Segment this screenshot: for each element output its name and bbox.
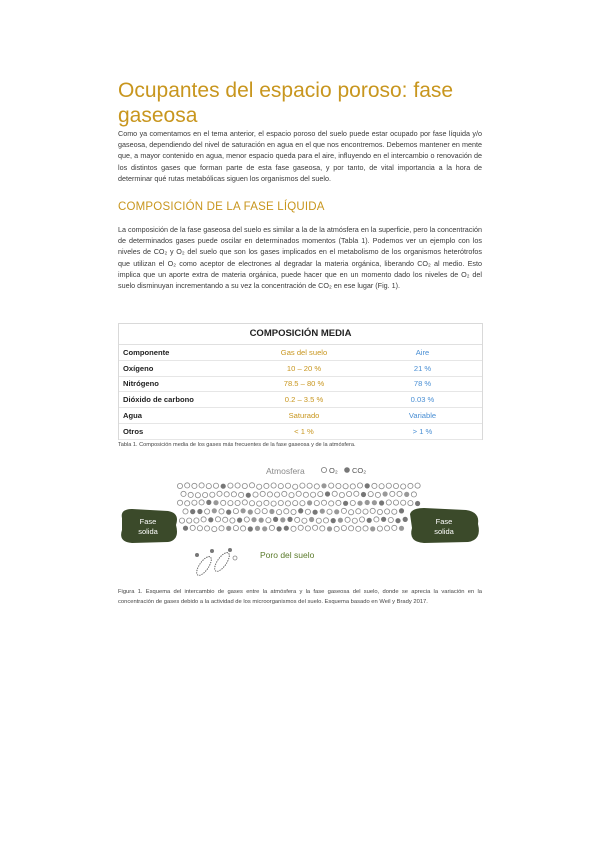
gas-particle [248,526,253,531]
gas-particle [352,518,357,523]
gas-particle [356,526,361,531]
gas-particle [408,483,413,488]
gas-particle [349,526,354,531]
row-soil-gas: 0.2 – 3.5 % [245,392,363,408]
gas-particle [388,517,393,522]
row-air: 0.03 % [363,392,482,408]
gas-particle [411,492,416,497]
row-component: Oxígeno [119,360,245,376]
gas-particle [305,526,310,531]
gas-particle [293,484,298,489]
gas-particle [415,501,420,506]
gas-particle [383,491,388,496]
gas-particle [212,527,217,532]
gas-particle [336,500,341,505]
gas-particle [318,492,323,497]
gas-particle [334,526,339,531]
row-air: Variable [363,408,482,424]
table-header-row [119,345,482,360]
gas-particle [350,500,355,505]
gas-particle [307,500,312,505]
gas-particle [314,484,319,489]
gas-particle [248,509,253,514]
intro-paragraph: Como ya comentamos en el tema anterior, el espacio poroso del suelo puede estar ocupado por fase líquida y/o gaseosa, dependiendo del nivel de saturación en agua en el que nos encontremos. Debemos mantener en mente que, a mayor contenido en agua, menor espacio queda para el aire, influyendo en el intercambio o renovación de los distintos gases que forman parte de esta fase gaseosa, y por tanto, de vital importancia a la hora de determinar qué rutas metabólicas siguen los organismos del suelo. [118,129,482,183]
gas-particle [408,501,413,506]
gas-particle [224,492,229,497]
gas-particle [329,501,334,506]
gas-particle [259,518,264,523]
gas-particle [367,518,372,523]
gas-particle [219,509,224,514]
gas-particle [343,501,348,506]
gas-particle [365,500,370,505]
gas-particle [321,483,326,488]
gas-particle [228,501,233,506]
gas-particle [275,492,280,497]
body-paragraph: La composición de la fase gaseosa del suelo es similar a la de la atmósfera en la superficie, pero la concentración de determinados gases puede oscilar en determinados momentos (Tabla 1). Podemos ver un ejemplo con los niveles de CO₂ y O₂ del suelo que son los gases implicados en el metabolismo de los organismos heterótrofos que utilizan el O₂ como aceptor de electrones al degradar la materia orgánica, liberando CO₂ al medio. Esto implica que un aporte extra de materia orgánica, puede hacer que en un momento dado los niveles de O₂ del suelo disminuyan incrementando a su vez la concentración de CO₂ en ese lugar (Fig. 1). [118,225,482,291]
gas-particle [273,517,278,522]
gas-particle [269,509,274,514]
gas-particle [231,492,236,497]
gas-particle [228,483,233,488]
gas-particle [271,501,276,506]
gas-particle [302,518,307,523]
gas-particle [341,526,346,531]
gas-particle [395,518,400,523]
gas-particle [205,526,210,531]
gas-particle [249,501,254,506]
gas-particle [177,500,182,505]
gas-particle [241,526,246,531]
gas-particle [249,483,254,488]
gas-particle [300,501,305,506]
gas-particle [264,500,269,505]
row-soil-gas: < 1 % [245,423,363,439]
gas-particle [284,509,289,514]
gas-particle [181,491,186,496]
gas-particle [316,518,321,523]
gas-particle [212,508,217,513]
microorganism-icon [194,548,237,578]
gas-particle [370,508,375,513]
gas-particle [262,509,267,514]
gas-particle [359,517,364,522]
gas-particle [226,526,231,531]
gas-particle [217,491,222,496]
gas-particle [267,492,272,497]
gas-particle [244,517,249,522]
gas-particle [205,509,210,514]
gas-particle [298,508,303,513]
gas-particle [185,501,190,506]
table-caption: Tabla 1. Composición media de los gases más frecuentes de la fase gaseosa y de la atmósfera. [118,442,356,448]
gas-particle [300,483,305,488]
gas-particle [177,483,182,488]
gas-particle [309,517,314,522]
gas-particle [221,484,226,489]
header-air: Aire [363,345,482,360]
gas-particle [375,492,380,497]
gas-particle [372,500,377,505]
gas-particle [208,517,213,522]
gas-particles [177,483,420,532]
gas-particle [314,501,319,506]
gas-particle [197,509,202,514]
gas-particle [347,491,352,496]
gas-particle [192,500,197,505]
gas-particle [374,517,379,522]
gas-particle [187,518,192,523]
gas-particle [336,483,341,488]
o2-legend-label: O₂ [329,466,338,475]
table-row [119,408,482,424]
table-row [119,376,482,392]
gas-particle [230,518,235,523]
gas-particle [255,526,260,531]
gas-particle [289,493,294,498]
gas-particle [235,483,240,488]
gas-particle [320,509,325,514]
gas-particle [253,492,258,497]
gas-particle [179,518,184,523]
gas-particle [285,501,290,506]
gas-particle [291,526,296,531]
gas-particle [377,526,382,531]
gas-particle [239,492,244,497]
gas-particle [221,500,226,505]
gas-particle [277,510,282,515]
row-component: Otros [119,423,245,439]
gas-particle [269,525,274,530]
gas-particle [242,483,247,488]
gas-particle [392,525,397,530]
gas-particle [331,518,336,523]
gas-particle [260,491,265,496]
row-soil-gas: 78.5 – 80 % [245,376,363,392]
row-air: 21 % [363,360,482,376]
gas-particle [284,526,289,531]
gas-particle [285,483,290,488]
gas-particle [327,509,332,514]
gas-particle [377,509,382,514]
gas-particle [370,526,375,531]
row-soil-gas: 10 – 20 % [245,360,363,376]
gas-particle [262,526,267,531]
solid-phase-left-line2: solida [138,527,158,536]
gas-particle [415,483,420,488]
table-row [119,360,482,376]
solid-phase-right-line1: Fase [435,517,453,526]
gas-particle [235,500,240,505]
gas-particle [206,500,211,505]
gas-particle [397,491,402,496]
gas-particle [393,483,398,488]
o2-legend-icon [321,467,326,472]
gas-particle [296,491,301,496]
gas-particle [210,492,215,497]
gas-particle [404,492,409,497]
gas-particle [215,517,220,522]
gas-particle [264,483,269,488]
gas-particle [192,483,197,488]
gas-particle [332,491,337,496]
gas-particle [357,501,362,506]
gas-particle [195,493,200,498]
gas-particle [295,517,300,522]
gas-particle [325,491,330,496]
co2-legend-label: CO₂ [352,466,367,475]
gas-particle [213,500,218,505]
gas-particle [287,517,292,522]
gas-particle [257,501,262,506]
gas-particle [213,483,218,488]
composition-table-grid [119,345,482,440]
gas-particle [363,509,368,514]
gas-particle [349,510,354,515]
figure-caption: Figura 1. Esquema del intercambio de gases entre la atmósfera y la fase gaseosa del suelo, donde se aprecia la variación en la concentración de gases debido a la actividad de los microorganismos del suelo. Esquema basado en Weil y Brady 2017. [118,589,482,605]
row-component: Agua [119,408,245,424]
row-air: 78 % [363,376,482,392]
table-row [119,423,482,439]
gas-particle [321,500,326,505]
co2-legend-icon [344,467,350,473]
gas-particle [323,518,328,523]
gas-particle [271,483,276,488]
gas-particle [363,526,368,531]
solid-phase-left-line1: Fase [139,517,157,526]
gas-particle [343,484,348,489]
gas-particle [219,526,224,531]
gas-particle [188,492,193,497]
gas-particle [403,517,408,522]
gas-particle [277,526,282,531]
gas-particle [223,517,228,522]
gas-particle [246,493,251,498]
gas-particle [392,509,397,514]
gas-particle [185,483,190,488]
gas-particle [379,500,384,505]
gas-particle [233,509,238,514]
gas-particle [339,492,344,497]
gas-particle [313,525,318,530]
gas-particle [266,518,271,523]
gas-particle [233,526,238,531]
gas-particle [329,483,334,488]
row-soil-gas: Saturado [245,408,363,424]
header-soil-gas: Gas del suelo [245,345,363,360]
gas-particle [350,484,355,489]
gas-particle [183,509,188,514]
gas-particle [334,509,339,514]
gas-particle [206,484,211,489]
gas-particle [368,492,373,497]
gas-particle [311,492,316,497]
gas-particle [203,492,208,497]
gas-particle [401,484,406,489]
gas-particle [183,526,188,531]
gas-particle [372,483,377,488]
gas-particle [255,509,260,514]
gas-particle [282,491,287,496]
table-title: COMPOSICIÓN MEDIA [119,324,482,345]
gas-particle [390,491,395,496]
atmosphere-label: Atmosfera [266,466,305,476]
gas-particle [338,518,343,523]
gas-particle [401,500,406,505]
gas-particle [293,501,298,506]
solid-phase-right-line2: solida [434,527,454,536]
gas-particle [381,517,386,522]
gas-particle [345,517,350,522]
gas-particle [194,518,199,523]
gas-particle [199,500,204,505]
gas-particle [307,483,312,488]
gas-particle [197,526,202,531]
gas-particle [361,492,366,497]
gas-particle [320,526,325,531]
page-title: Ocupantes del espacio poroso: fase gaseosa [118,79,454,127]
gas-particle [190,525,195,530]
gas-exchange-figure [118,458,482,583]
row-component: Nitrógeno [119,376,245,392]
gas-particle [190,509,195,514]
gas-particle [399,508,404,513]
gas-particle [241,508,246,513]
gas-particle [365,483,370,488]
gas-particle [278,500,283,505]
gas-particle [280,517,285,522]
gas-particle [385,509,390,514]
row-air: > 1 % [363,423,482,439]
gas-particle [341,508,346,513]
gas-particle [278,484,283,489]
section-subtitle: COMPOSICIÓN DE LA FASE LÍQUIDA [118,201,325,213]
gas-particle [327,526,332,531]
gas-particle [354,491,359,496]
gas-particle [385,526,390,531]
gas-particle [305,509,310,514]
gas-particle [201,517,206,522]
gas-particle [257,484,262,489]
gas-particle [199,483,204,488]
table-row [119,392,482,408]
solid-phase-left [121,509,177,543]
gas-particle [237,518,242,523]
gas-particle [399,526,404,531]
gas-particle [291,509,296,514]
gas-particle [226,510,231,515]
composition-table [118,323,483,440]
row-component: Dióxido de carbono [119,392,245,408]
header-component: Componente [119,345,245,360]
gas-particle [356,509,361,514]
gas-particle [251,517,256,522]
pore-label: Poro del suelo [260,550,315,560]
gas-particle [242,500,247,505]
gas-particle [303,492,308,497]
gas-particle [298,525,303,530]
gas-particle [393,500,398,505]
gas-particle [379,484,384,489]
gas-particle [357,483,362,488]
gas-particle [313,510,318,515]
gas-particle [386,483,391,488]
gas-particle [386,500,391,505]
